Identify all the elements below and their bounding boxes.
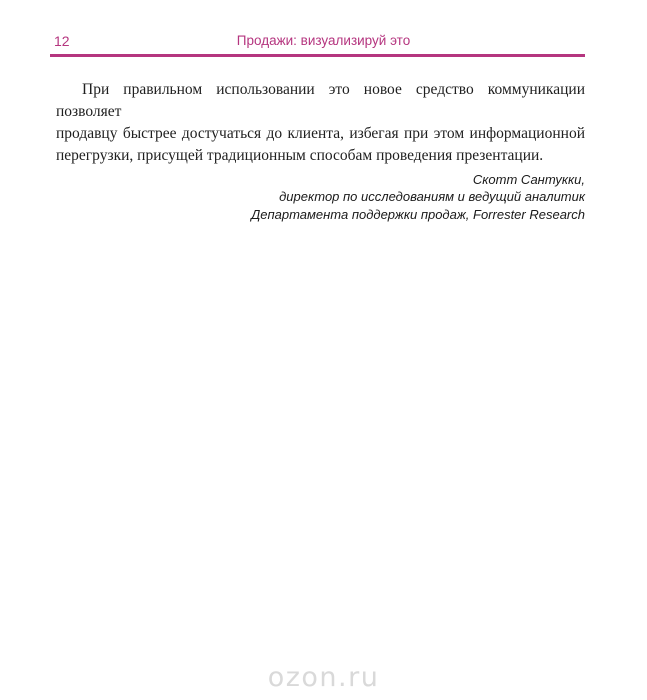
- header-rule: [50, 54, 585, 57]
- page-number: 12: [54, 33, 70, 49]
- paragraph-line: перегрузки, присущей традиционным способам проведения презентации.: [56, 147, 544, 164]
- attribution-role: директор по исследованиям и ведущий аналитик: [279, 189, 585, 205]
- attribution-company: Департамента поддержки продаж, Forrester Research: [251, 206, 585, 222]
- running-header-title: Продажи: визуализируй это: [236, 33, 411, 48]
- body-text-block: [56, 79, 585, 223]
- paragraph-line: продавцу быстрее достучаться до клиента, избегая при этом информационной: [56, 125, 585, 142]
- paragraph-line: При правильном использовании это новое средство коммуникации позволяет: [56, 81, 585, 120]
- quote-attribution: [56, 171, 585, 223]
- attribution-author: Скотт Сантукки,: [472, 172, 585, 187]
- ozon-watermark: ozon.ru: [267, 662, 380, 693]
